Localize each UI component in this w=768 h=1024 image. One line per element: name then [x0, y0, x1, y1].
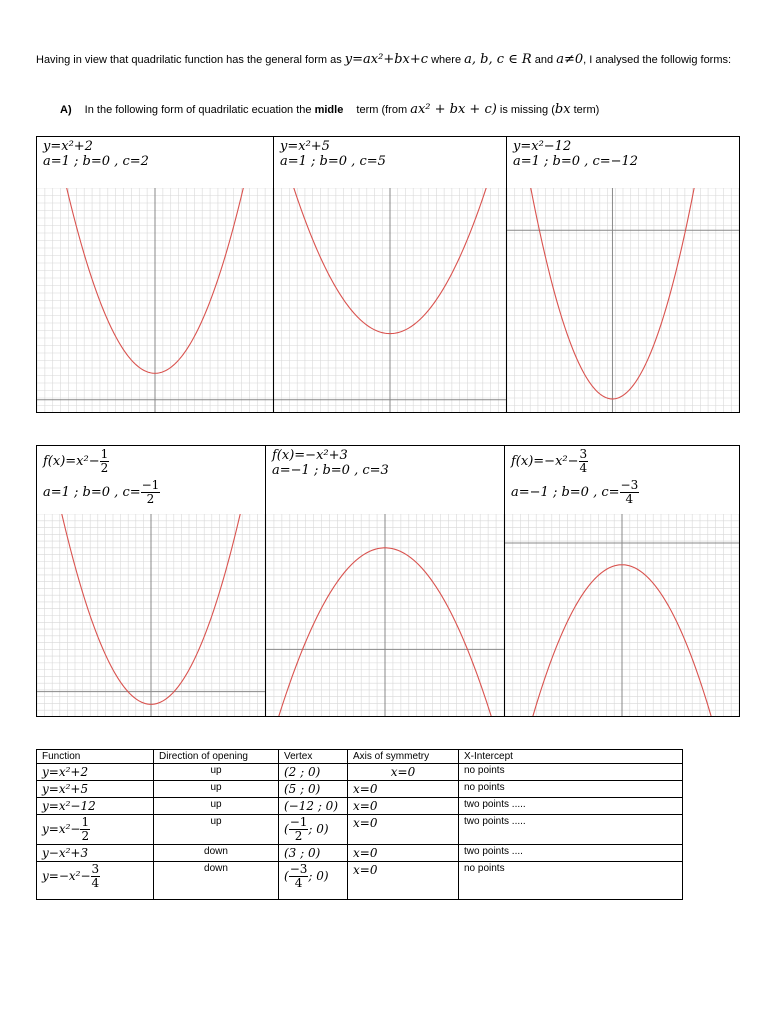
- cell-xintercept: two points .....: [459, 798, 683, 815]
- cell-xintercept: no points: [459, 862, 683, 900]
- cell-vertex: (5 ; 0): [279, 781, 348, 798]
- graph-plot: [37, 514, 265, 717]
- table-row: [37, 862, 683, 900]
- table-row: [37, 781, 683, 798]
- cell-axis: x=0: [348, 798, 459, 815]
- coefficient-set: a, b, c ∈ R: [464, 52, 532, 67]
- header-direction: Direction of opening: [154, 750, 279, 764]
- table-row: [37, 798, 683, 815]
- cell-xintercept: two points ....: [459, 845, 683, 862]
- table-row: [37, 815, 683, 845]
- condition: a≠0: [556, 52, 584, 67]
- cell-direction: up: [154, 815, 279, 845]
- cell-direction: down: [154, 862, 279, 900]
- cell-direction: up: [154, 798, 279, 815]
- header-xintercept: X-Intercept: [459, 750, 683, 764]
- cell-direction: up: [154, 764, 279, 781]
- intro-text-2: where: [431, 54, 462, 66]
- graph-cell-2: [273, 136, 507, 413]
- cell-axis: x=0: [348, 862, 459, 900]
- cell-vertex: (−12 ; 0): [279, 798, 348, 815]
- cell-axis: x=0: [348, 764, 459, 781]
- section-text-2: term (from: [356, 104, 408, 116]
- summary-table: [36, 749, 683, 900]
- cell-function: y=x²+5: [37, 781, 154, 798]
- header-vertex: Vertex: [279, 750, 348, 764]
- cell-function: y−x²+3: [37, 845, 154, 862]
- section-text-4: term): [573, 104, 600, 116]
- intro-text: Having in view that quadrilatic function has the general form as: [36, 54, 342, 66]
- general-formula: y=ax²+bx+c: [344, 52, 429, 67]
- cell-function: y=x²− $\frac{1}{2}$: [37, 815, 154, 845]
- cell-direction: down: [154, 845, 279, 862]
- cell-axis: x=0: [348, 845, 459, 862]
- graph-equation: y=x²+5 a=1 ; b=0 , c=5: [280, 139, 386, 169]
- section-a-heading: [60, 102, 599, 117]
- intro-text-4: , I analysed the followig forms:: [583, 54, 732, 66]
- section-bold: midle: [314, 104, 344, 116]
- header-axis: Axis of symmetry: [348, 750, 459, 764]
- cell-xintercept: no points: [459, 764, 683, 781]
- graph-plot: [507, 188, 739, 413]
- cell-xintercept: two points .....: [459, 815, 683, 845]
- intro-text-3: and: [534, 54, 554, 66]
- section-text-3: is missing (: [499, 104, 555, 116]
- cell-axis: x=0: [348, 781, 459, 798]
- graph-equation: y=x²−12 a=1 ; b=0 , c=−12: [513, 139, 639, 169]
- table-row: [37, 845, 683, 862]
- header-function: Function: [37, 750, 154, 764]
- table-header-row: [37, 750, 683, 764]
- section-text-1: In the following form of quadrilatic ecuation the: [84, 104, 312, 116]
- graph-equation: f(x)=−x²+3 a=−1 ; b=0 , c=3: [272, 448, 389, 478]
- table-row: [37, 764, 683, 781]
- graph-plot: [37, 188, 273, 413]
- cell-xintercept: no points: [459, 781, 683, 798]
- cell-function: y=x²+2: [37, 764, 154, 781]
- cell-function: y=−x²− $\frac{3}{4}$: [37, 862, 154, 900]
- cell-vertex: ( $\frac{-1}{2}$ ; 0): [279, 815, 348, 845]
- cell-vertex: (2 ; 0): [279, 764, 348, 781]
- cell-axis: x=0: [348, 815, 459, 845]
- cell-vertex: (3 ; 0): [279, 845, 348, 862]
- cell-function: y=x²−12: [37, 798, 154, 815]
- graph-cell-1: [36, 136, 274, 413]
- cell-direction: up: [154, 781, 279, 798]
- graph-plot: [505, 514, 739, 717]
- section-label: A): [60, 104, 72, 116]
- graph-plot: [274, 188, 506, 413]
- section-formula: ax² + bx + c): [410, 102, 497, 117]
- graph-cell-5: [265, 445, 505, 717]
- graph-cell-6: [504, 445, 740, 717]
- graph-cell-4: [36, 445, 266, 717]
- graph-plot: [266, 514, 504, 717]
- cell-vertex: ( $\frac{-3}{4}$ ; 0): [279, 862, 348, 900]
- graph-equation: y=x²+2 a=1 ; b=0 , c=2: [43, 139, 149, 169]
- graph-equation: f(x)=−x²− $\frac{3}{4}$ a=−1 ; b=0 , c= $\frac{-3}{4}$: [511, 447, 639, 506]
- graph-cell-3: [506, 136, 740, 413]
- intro-paragraph: [36, 50, 741, 70]
- section-term: bx: [554, 102, 571, 117]
- graph-equation: f(x)=x²− $\frac{1}{2}$ a=1 ; b=0 , c= $\frac{-1}{2}$: [43, 447, 160, 506]
